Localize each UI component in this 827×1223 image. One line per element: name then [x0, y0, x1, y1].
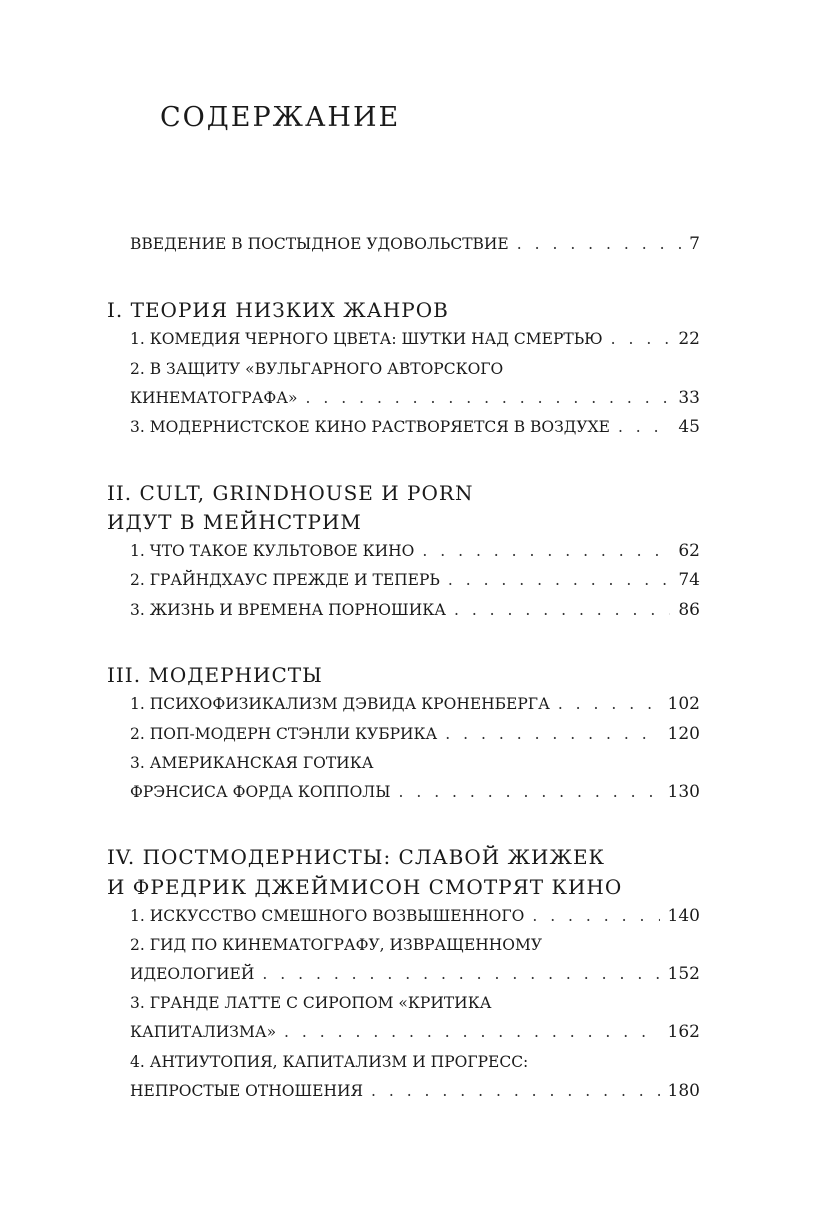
- toc-entry[interactable]: [130, 691, 700, 717]
- toc-entry[interactable]: [130, 1078, 700, 1104]
- page-number: 33: [678, 388, 700, 408]
- entry-title: 3. МОДЕРНИСТСКОЕ КИНО РАСТВОРЯЕТСЯ В ВОЗДУХЕ: [130, 418, 610, 436]
- page-number: 74: [678, 570, 700, 590]
- entry-title-line[interactable]: 3. ГРАНДЕ ЛАТТЕ С СИРОПОМ «КРИТИКА: [130, 994, 492, 1012]
- page-number: 120: [667, 724, 700, 744]
- toc-entry[interactable]: [130, 326, 700, 352]
- page-number: 22: [678, 329, 700, 349]
- page-number: 152: [667, 964, 700, 984]
- part-heading-2: II. CULT, GRINDHOUSE И PORN: [107, 481, 474, 505]
- toc-entry[interactable]: [130, 538, 700, 564]
- dot-leader: [532, 903, 659, 929]
- entry-title: 2. ПОП-МОДЕРН СТЭНЛИ КУБРИКА: [130, 725, 438, 743]
- entry-title: 1. КОМЕДИЯ ЧЕРНОГО ЦВЕТА: ШУТКИ НАД СМЕРТЬЮ: [130, 330, 603, 348]
- dot-leader: [262, 961, 659, 987]
- toc-entry[interactable]: [130, 721, 700, 747]
- entry-title: 1. ПСИХОФИЗИКАЛИЗМ ДЭВИДА КРОНЕНБЕРГА: [130, 695, 550, 713]
- dot-leader: [398, 779, 659, 805]
- entry-title-line[interactable]: 2. ГИД ПО КИНЕМАТОГРАФУ, ИЗВРАЩЕННОМУ: [130, 936, 543, 954]
- entry-title: НЕПРОСТЫЕ ОТНОШЕНИЯ: [130, 1082, 363, 1100]
- entry-title: КИНЕМАТОГРАФА»: [130, 389, 298, 407]
- dot-leader: [618, 414, 670, 440]
- page-title: СОДЕРЖАНИЕ: [160, 102, 401, 133]
- dot-leader: [445, 721, 659, 747]
- entry-title-line[interactable]: 4. АНТИУТОПИЯ, КАПИТАЛИЗМ И ПРОГРЕСС:: [130, 1053, 529, 1071]
- page-number: 45: [678, 417, 700, 437]
- entry-title: КАПИТАЛИЗМА»: [130, 1023, 277, 1041]
- entry-title-line[interactable]: 2. В ЗАЩИТУ «ВУЛЬГАРНОГО АВТОРСКОГО: [130, 360, 504, 378]
- dot-leader: [558, 691, 660, 717]
- entry-title: 1. ИСКУССТВО СМЕШНОГО ВОЗВЫШЕННОГО: [130, 907, 525, 925]
- page-number: 7: [689, 234, 700, 254]
- page-number: 162: [667, 1022, 700, 1042]
- toc-entry[interactable]: [130, 961, 700, 987]
- entry-title: 1. ЧТО ТАКОЕ КУЛЬТОВОЕ КИНО: [130, 542, 415, 560]
- entry-title: ВВЕДЕНИЕ В ПОСТЫДНОЕ УДОВОЛЬСТВИЕ: [130, 235, 509, 253]
- page-number: 130: [667, 782, 700, 802]
- entry-title: ФРЭНСИСА ФОРДА КОППОЛЫ: [130, 783, 391, 801]
- part-heading-4-line2: И ФРЕДРИК ДЖЕЙМИСОН СМОТРЯТ КИНО: [107, 875, 623, 899]
- entry-title-line[interactable]: 3. АМЕРИКАНСКАЯ ГОТИКА: [130, 754, 374, 772]
- toc-entry[interactable]: [130, 385, 700, 411]
- page-number: 62: [678, 541, 700, 561]
- dot-leader: [454, 597, 670, 623]
- entry-title: 3. ЖИЗНЬ И ВРЕМЕНА ПОРНОШИКА: [130, 601, 446, 619]
- entry-title: 2. ГРАЙНДХАУС ПРЕЖДЕ И ТЕПЕРЬ: [130, 571, 440, 589]
- dot-leader: [284, 1019, 660, 1045]
- dot-leader: [448, 567, 670, 593]
- part-heading-2-line2: ИДУТ В МЕЙНСТРИМ: [107, 510, 362, 534]
- toc-entry[interactable]: [130, 903, 700, 929]
- dot-leader: [306, 385, 671, 411]
- dot-leader: [422, 538, 670, 564]
- part-heading-3: III. МОДЕРНИСТЫ: [107, 663, 323, 687]
- entry-title: ИДЕОЛОГИЕЙ: [130, 965, 255, 983]
- toc-entry[interactable]: [130, 1019, 700, 1045]
- page-number: 102: [667, 694, 700, 714]
- toc-entry[interactable]: [130, 414, 700, 440]
- dot-leader: [371, 1078, 660, 1104]
- page-number: 140: [667, 906, 700, 926]
- toc-entry[interactable]: [130, 597, 700, 623]
- part-heading-1: I. ТЕОРИЯ НИЗКИХ ЖАНРОВ: [107, 298, 449, 322]
- toc-entry[interactable]: [130, 567, 700, 593]
- toc-entry-intro[interactable]: [130, 231, 700, 257]
- page-number: 86: [678, 600, 700, 620]
- dot-leader: [611, 326, 671, 352]
- page-number: 180: [667, 1081, 700, 1101]
- part-heading-4: IV. ПОСТМОДЕРНИСТЫ: СЛАВОЙ ЖИЖЕК: [107, 845, 606, 869]
- dot-leader: [517, 231, 681, 257]
- toc-entry[interactable]: [130, 779, 700, 805]
